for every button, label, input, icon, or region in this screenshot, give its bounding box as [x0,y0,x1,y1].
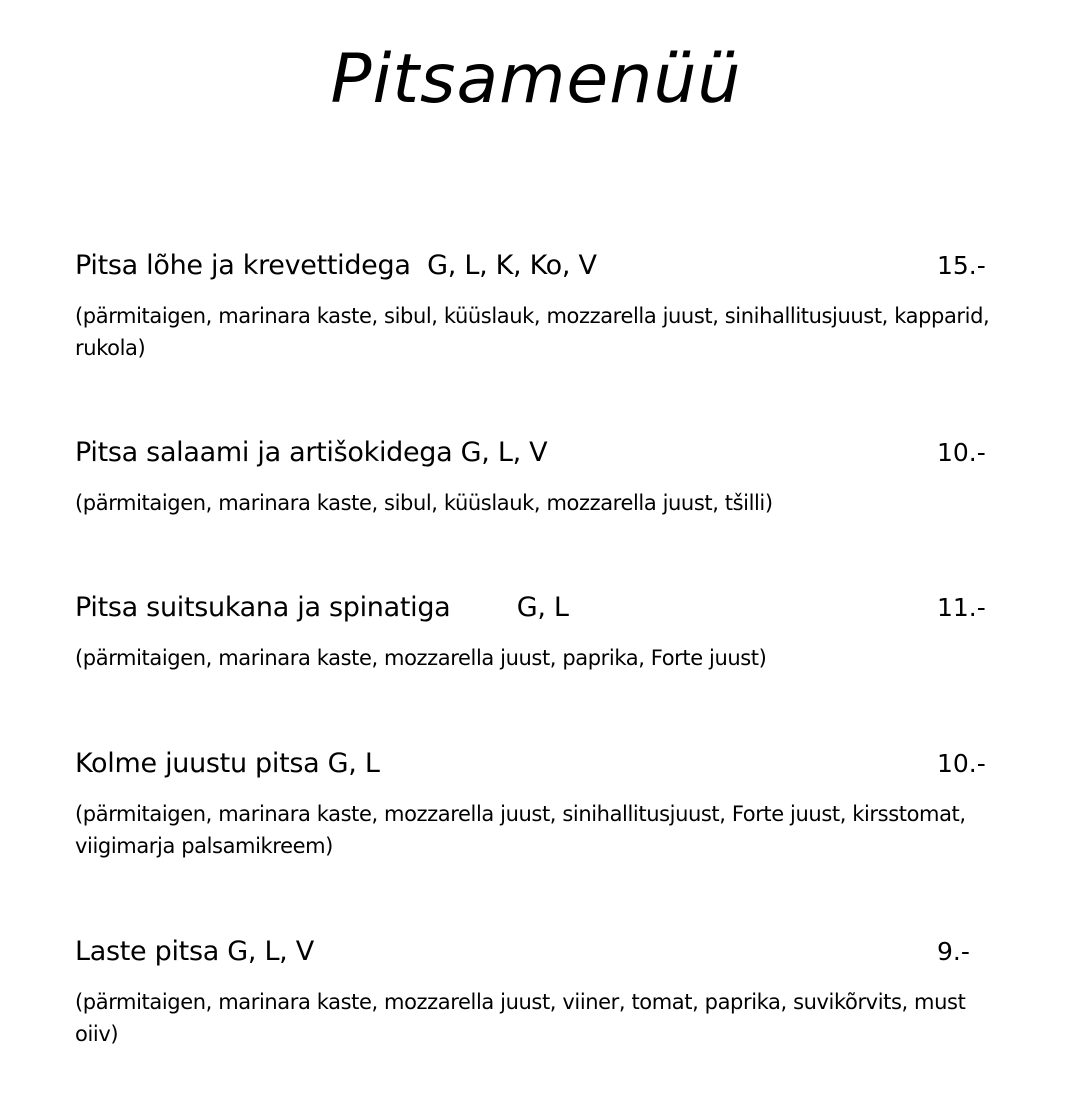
menu-item-description: (pärmitaigen, marinara kaste, mozzarella juust, sinihallitusjuust, Forte juust, kirsstomat, viigimarja palsamikreem) [75,802,966,858]
menu-item-header [75,744,1005,784]
menu-item [75,588,1005,674]
menu-item-description: (pärmitaigen, marinara kaste, mozzarella juust, paprika, Forte juust) [75,646,767,670]
menu-item-header [75,588,1005,628]
menu-item [75,433,1005,519]
menu-item-price: 11.- [937,593,986,622]
menu-item [75,932,1005,1050]
menu-item [75,246,1005,364]
menu-item-header [75,246,1005,286]
menu-item-name: Pitsa lõhe ja krevettidega G, L, K, Ko, V [75,250,597,281]
menu-item-price: 15.- [937,251,986,280]
menu-item-price: 10.- [937,749,986,778]
menu-item-description: (pärmitaigen, marinara kaste, sibul, küüslauk, mozzarella juust, tšilli) [75,491,773,515]
menu-item-name: Kolme juustu pitsa G, L [75,748,380,779]
menu-item-price: 9.- [937,937,970,966]
menu-item-name: Pitsa salaami ja artišokidega G, L, V [75,437,548,468]
page-title: Pitsamenüü [330,40,742,119]
menu-item-description: (pärmitaigen, marinara kaste, sibul, küüslauk, mozzarella juust, sinihallitusjuust, kapparid, rukola) [75,304,990,360]
menu-item-description: (pärmitaigen, marinara kaste, mozzarella juust, viiner, tomat, paprika, suvikõrvits, must oiiv) [75,990,966,1046]
menu-item-header [75,932,1005,972]
menu-item-name: Laste pitsa G, L, V [75,936,314,967]
menu-item-name: Pitsa suitsukana ja spinatiga G, L [75,592,569,623]
menu-item [75,744,1005,862]
menu-item-price: 10.- [937,438,986,467]
menu-item-header [75,433,1005,473]
